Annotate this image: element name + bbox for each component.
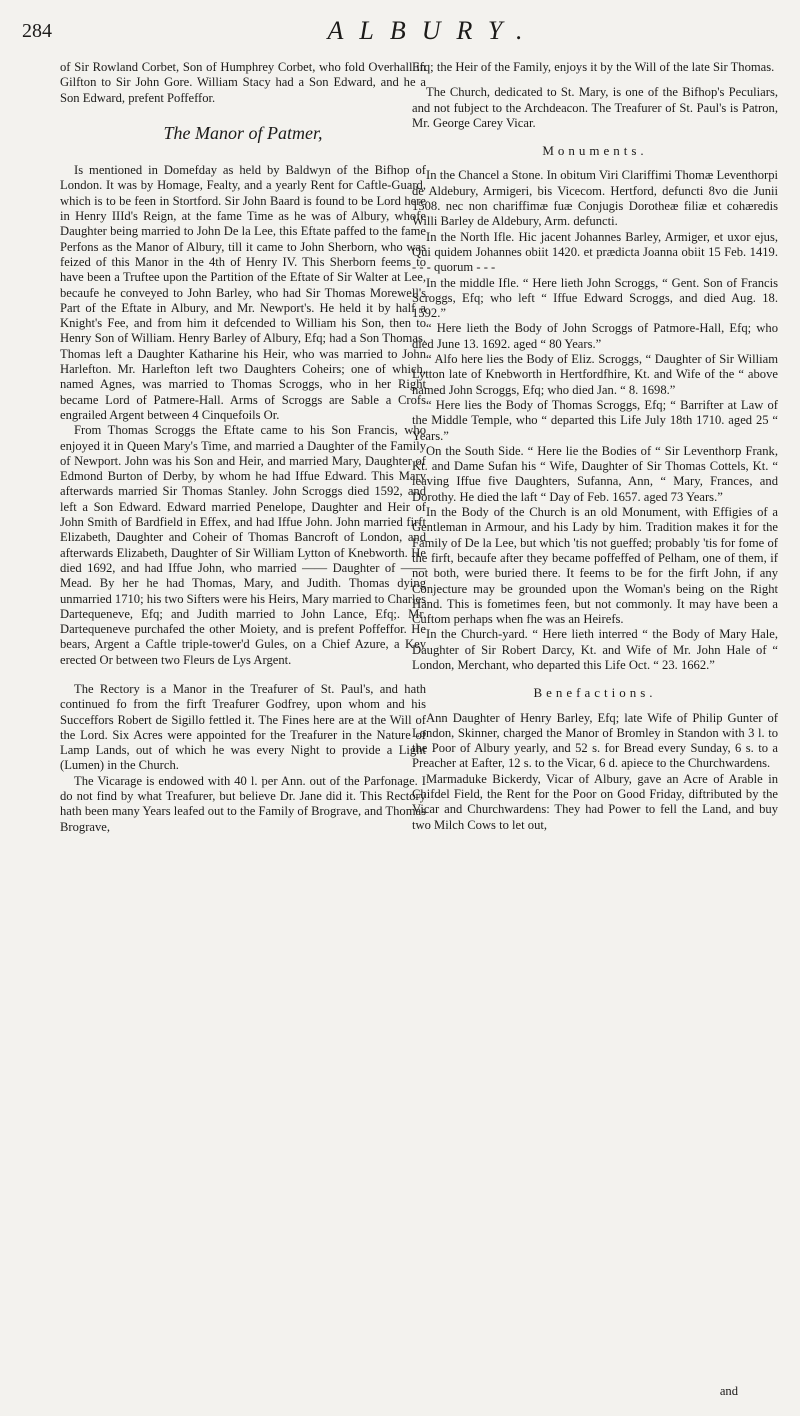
monument-entry: On the South Side. “ Here lie the Bodies of “ Sir Leventhorp Frank, Kt. and Dame Sufan his “ Wife, Daughter of Sir Thomas Cottels, Kt. “ leaving Iffue five Daughters, Sufanna, Ann, “ Mary, Frances, and Dorothy. He died the laft “ Day of Feb. 1657. aged 73 Years.” <box>412 443 778 504</box>
benefaction-entry: Marmaduke Bickerdy, Vicar of Albury, gave an Acre of Arable in Chifdel Field, the Rent for the Poor on Good Friday, diftributed by the Vicar and Churchwardens: They had Power to fell the Land, and buy two Milch Cows to let out, <box>412 771 778 832</box>
benefaction-entry: Ann Daughter of Henry Barley, Efq; late Wife of Philip Gunter of London, Skinner, charged the Manor of Bromley in Standon with 3 l. to the Poor of Albury yearly, and 52 s. for Bread every Sunday, 6 s. to a Preacher at Eafter, 12 s. to the Vicar, 6 d. apiece to the Churchwardens. <box>412 710 778 771</box>
catchword: and <box>719 1384 738 1398</box>
monument-entry: In the Church-yard. “ Here lieth interred “ the Body of Mary Hale, Daughter of Sir Robert Darcy, Kt. and Wife of Mr. John Hale of “ London, Merchant, who departed this Life Oct. “ 23. 1662.” <box>412 627 778 672</box>
left-column <box>60 60 426 835</box>
paragraph: The Church, dedicated to St. Mary, is one of the Bifhop's Peculiars, and not fubject to the Archdeacon. The Treafurer of St. Paul's is Patron, Mr. George Carey Vicar. <box>412 85 778 130</box>
monument-entry: In the Chancel a Stone. In obitum Viri Clariffimi Thomæ Leventhorpi de Aldebury, Armigeri, bis Vicecom. Hertford, defuncti 8vo die Junii 1508. nec non chariffimæ fuæ Conjugis Dorotheæ filiæ et cohæredis Willi Barley de Aldebury, Arm. defuncti. <box>412 168 778 229</box>
section-heading: The Manor of Patmer, <box>163 122 323 143</box>
paragraph: of Sir Rowland Corbet, Son of Humphrey Corbet, who fold Overhall in Gilfton to Sir John Gore. William Stacy had a Son Edward, and he a Son Edward, prefent Poffeffor. <box>60 60 426 105</box>
page-header <box>22 14 778 48</box>
running-title: ALBURY. <box>327 16 539 45</box>
monument-entry: “ Here lieth the Body of John Scroggs of Patmore-Hall, Efq; who died June 13. 1692. aged “ 80 Years.” <box>412 321 778 351</box>
right-column <box>412 60 778 833</box>
monument-entry: “ Here lies the Body of Thomas Scroggs, Efq; “ Barrifter at Law of the Middle Temple, who “ departed this Life July 18th 1710. aged 25 “ Years.” <box>412 397 778 443</box>
benefactions-heading: Benefactions. <box>533 685 657 701</box>
monuments-heading: Monuments. <box>542 143 648 159</box>
paragraph: Is mentioned in Domefday as held by Baldwyn of the Bifhop of London. It was by Homage, Fealty, and a yearly Rent for Caftle-Guard, which is to be feen in Stortford. Sir John Baard is found to be Lord here in Henry IIId's Reign, at the fame Time as he was of Albury, whofe Daughter being married to John De la Lee, this Eftate paffed to the fame Perfons as the Manor of Albury, till it came to John Sherborn, who was feized of this Manor in the 4th of Henry IV. This Sherborn feems to have been a Truftee upon the Partition of the Eftate of Sir Walter at Lee, becaufe he conveyed to John Barley, who had Sir Thomas Morewell's Part of the Eftate in Albury, and Mr. Newport's. He held it by half a Knight's Fee, and from him it defcended to William his Son, then to Henry Son of William. Henry Barley of Albury, Efq; had a Son Thomas. Thomas left a Daughter Katharine his Heir, who was married to John Harlefton. Mr. Harlefton left two Daughters Coheirs; one of which, named Agnes, was married to Thomas Scroggs, who in her Right became Lord of Patmere-Hall. Arms of Scroggs are Sable a Crofs engrailed Argent between 4 Cinquefoils Or. <box>60 163 426 422</box>
paragraph: Efq; the Heir of the Family, enjoys it by the Will of the late Sir Thomas. <box>412 60 775 74</box>
monument-entry: “ Alfo here lies the Body of Eliz. Scroggs, “ Daughter of Sir William Lytton late of Knebworth in Hertfordfhire, Kt. and Wife of the “ above named John Scroggs, Efq; who died Jan. “ 8. 1698.” <box>412 352 778 397</box>
monument-entry: In the North Ifle. Hic jacent Johannes Barley, Armiger, et uxor ejus, Qui quidem Johannes obiit 1420. et prædicta Joanna obiit 15 Feb. 1419. - - - quorum - - - <box>412 229 778 275</box>
monument-entry: In the Body of the Church is an old Monument, with Effigies of a Gentleman in Armour, and his Lady by him. Tradition makes it for the Family of De la Lee, but which 'tis not gueffed; probably 'tis for fome of the firft, becaufe after they became poffeffed of Pelham, one of them, if not both, were buried there. It feems to be for the firft John, if any Conjecture may be grounded upon the Woman's being on the Right Hand. This is fometimes feen, but not commonly. It may have been a Cuftom perhaps when fhe was an Heirefs. <box>412 505 778 627</box>
paragraph: The Rectory is a Manor in the Treafurer of St. Paul's, and hath continued fo from the firft Treafurer Godfrey, upon whom and his Succeffors Robert de Sigillo fettled it. The Fines here are at the Will of the Lord. Six Acres were appointed for the Treafurer in the Nature of Lamp Lands, out of which he was every Night to provide a Light (Lumen) in the Church. <box>60 681 426 773</box>
paragraph: The Vicarage is endowed with 40 l. per Ann. out of the Parfonage. I do not find by what Treafurer, but believe Dr. Jane did it. This Rectory hath been many Years leafed out to the Family of Brograve, and Thomas Brograve, <box>60 773 426 834</box>
page-number: 284 <box>22 20 52 42</box>
paragraph: From Thomas Scroggs the Eftate came to his Son Francis, who enjoyed it in Queen Mary's Time, and married a Daughter of the Family of Newport. John was his Son and Heir, and married Mary, Daughter of Edmond Burton of Derby, by whom he had Iffue Edward. This Mary afterwards married Sir Thomas Stanley. John Scroggs died 1592, and left a Son Edward. Edward married Penelope, Daughter and Heir of John Smith of Bardfield in Effex, and had Iffue John. John married firft Elizabeth, Daughter and Coheir of Thomas Bancroft of London, and afterwards Elizabeth, Daughter of Sir William Lytton of Knebworth. He died 1692, and had Iffue John, who married —— Daughter of —— Mead. By her he had Thomas, Mary, and Judith. Thomas dying unmarried 1710; his two Sifters were his Heirs, Mary married to Charles Dartequeneve, Efq; and Judith married to John Lance, Efq;. Mr. Dartequeneve purchafed the other Moiety, and is prefent Poffeffor. He bears, Argent a Caftle triple-tower'd Gules, on a Chief Azure, a Key erected Or between two Fleurs de Lys Argent. <box>60 423 426 667</box>
monument-entry: In the middle Ifle. “ Here lieth John Scroggs, “ Gent. Son of Francis Scroggs, Efq; who left “ Iffue Edward Scroggs, and died Aug. 18. 1592.” <box>412 275 778 321</box>
